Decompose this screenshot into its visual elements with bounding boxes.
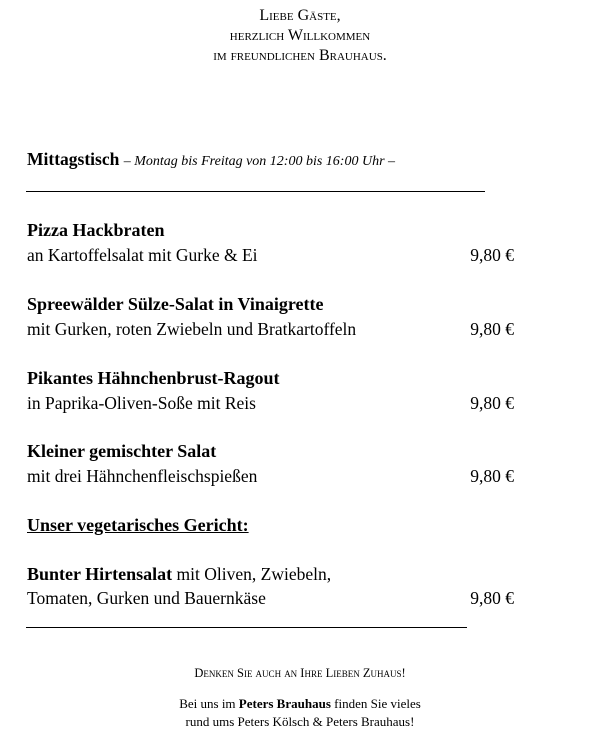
mittagstisch-title: Mittagstisch — [27, 149, 120, 169]
dish-price: 9,80 € — [470, 466, 514, 486]
mittagstisch-hours: – Montag bis Freitag von 12:00 bis 16:00 Uhr – — [123, 154, 396, 169]
vegetarian-dish-line-1 — [27, 564, 331, 585]
dish-name: Spreewälder Sülze-Salat in Vinaigrette — [27, 294, 324, 314]
greeting — [0, 6, 600, 66]
dish-description: mit Gurken, roten Zwiebeln und Bratkartoffeln — [27, 319, 357, 339]
footer-promo — [0, 695, 600, 731]
footer-line-3: rund ums Peters Kölsch & Peters Brauhaus! — [185, 714, 415, 729]
footer-brand: Peters Brauhaus — [238, 696, 331, 711]
footer-line-2 — [0, 695, 600, 713]
greeting-line-1: Liebe Gäste, — [259, 7, 341, 24]
greeting-line-3: im freundlichen Brauhaus. — [213, 47, 387, 64]
dish-price: 9,80 € — [470, 393, 514, 413]
dish-price: 9,80 € — [470, 245, 514, 265]
dish-name: Pikantes Hähnchenbrust-Ragout — [27, 368, 280, 388]
divider-bottom — [26, 627, 467, 628]
footer-line-2-pre: Bei uns im — [179, 696, 239, 711]
dish-description: mit drei Hähnchenfleischspießen — [27, 466, 258, 486]
divider-top — [26, 191, 485, 192]
dish-name: Kleiner gemischter Salat — [27, 441, 217, 461]
greeting-line-2: herzlich Willkommen — [229, 27, 371, 44]
dish-description: in Paprika-Oliven-Soße mit Reis — [27, 393, 256, 413]
dish-description: an Kartoffelsalat mit Gurke & Ei — [27, 245, 258, 265]
vegetarian-dish-description: mit Oliven, Zwiebeln, — [172, 564, 332, 584]
vegetarian-dish-price: 9,80 € — [470, 588, 514, 608]
vegetarian-dish-name: Bunter Hirtensalat — [27, 564, 173, 584]
vegetarian-heading: Unser vegetarisches Gericht: — [27, 515, 249, 535]
dish-name: Pizza Hackbraten — [27, 220, 165, 240]
vegetarian-dish-line-2: Tomaten, Gurken und Bauernkäse — [27, 588, 266, 608]
dish-price: 9,80 € — [470, 319, 514, 339]
mittagstisch-heading — [27, 149, 395, 170]
footer-line-2-post: finden Sie vieles — [330, 696, 421, 711]
footer-line-1: Denken Sie auch an Ihre Lieben Zuhaus! — [194, 666, 406, 680]
